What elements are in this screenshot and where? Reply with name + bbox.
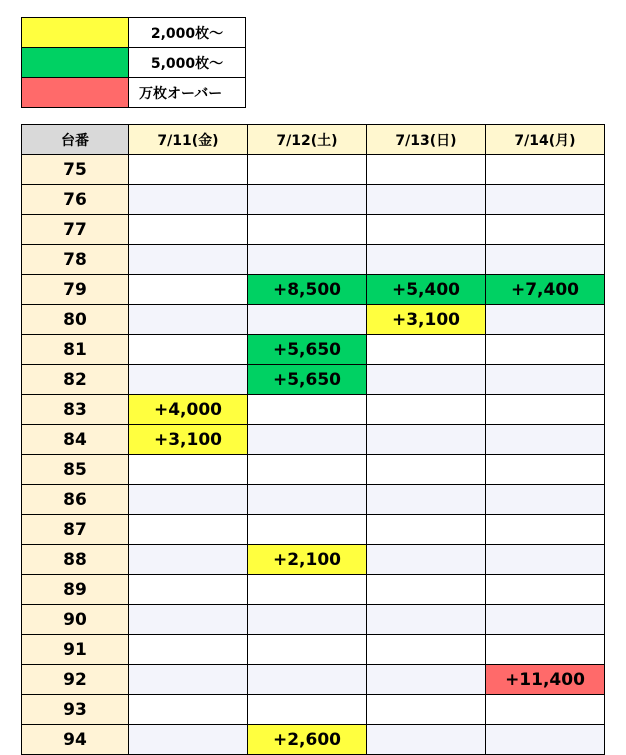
legend-swatch <box>22 48 129 78</box>
result-cell <box>248 155 367 185</box>
legend-label: 2,000枚～ <box>129 18 246 48</box>
result-cell <box>129 485 248 515</box>
result-cell <box>248 575 367 605</box>
result-cell <box>248 425 367 455</box>
day-header: 7/12(土) <box>248 125 367 155</box>
day-header: 7/13(日) <box>367 125 486 155</box>
table-row <box>22 305 605 335</box>
table-row <box>22 335 605 365</box>
result-cell <box>486 725 605 755</box>
table-row <box>22 245 605 275</box>
result-cell: +4,000 <box>129 395 248 425</box>
legend-row <box>22 78 246 108</box>
machine-number: 94 <box>22 725 129 755</box>
results-table <box>21 124 605 755</box>
result-cell <box>367 335 486 365</box>
table-row <box>22 155 605 185</box>
machine-number: 88 <box>22 545 129 575</box>
result-cell <box>129 275 248 305</box>
header-row <box>22 125 605 155</box>
machine-number: 85 <box>22 455 129 485</box>
day-header: 7/14(月) <box>486 125 605 155</box>
result-cell <box>486 425 605 455</box>
machine-number: 91 <box>22 635 129 665</box>
result-cell <box>486 215 605 245</box>
result-cell: +8,500 <box>248 275 367 305</box>
machine-number: 79 <box>22 275 129 305</box>
machine-number: 76 <box>22 185 129 215</box>
legend-swatch <box>22 78 129 108</box>
result-cell <box>129 545 248 575</box>
legend-row <box>22 48 246 78</box>
machine-number: 86 <box>22 485 129 515</box>
machine-number: 84 <box>22 425 129 455</box>
table-row <box>22 605 605 635</box>
result-cell: +7,400 <box>486 275 605 305</box>
legend-table <box>21 17 246 108</box>
result-cell <box>129 335 248 365</box>
result-cell <box>129 575 248 605</box>
result-cell <box>367 635 486 665</box>
result-cell <box>486 485 605 515</box>
day-header: 7/11(金) <box>129 125 248 155</box>
legend-label: 5,000枚～ <box>129 48 246 78</box>
result-cell <box>486 695 605 725</box>
table-row <box>22 455 605 485</box>
result-cell <box>486 395 605 425</box>
table-row <box>22 395 605 425</box>
table-row <box>22 485 605 515</box>
result-cell <box>486 455 605 485</box>
result-cell <box>129 515 248 545</box>
legend-swatch <box>22 18 129 48</box>
result-cell <box>486 305 605 335</box>
machine-number: 81 <box>22 335 129 365</box>
table-row <box>22 695 605 725</box>
result-cell <box>486 335 605 365</box>
result-cell <box>486 515 605 545</box>
result-cell <box>248 395 367 425</box>
table-row <box>22 665 605 695</box>
table-row <box>22 545 605 575</box>
table-row <box>22 365 605 395</box>
result-cell <box>486 185 605 215</box>
result-cell <box>129 245 248 275</box>
table-row <box>22 275 605 305</box>
table-row <box>22 185 605 215</box>
result-cell <box>367 575 486 605</box>
machine-number: 92 <box>22 665 129 695</box>
result-cell <box>486 575 605 605</box>
result-cell: +5,650 <box>248 335 367 365</box>
result-cell <box>129 215 248 245</box>
result-cell <box>486 545 605 575</box>
result-cell <box>129 365 248 395</box>
result-cell <box>248 515 367 545</box>
result-cell <box>248 215 367 245</box>
result-cell <box>367 665 486 695</box>
machine-number: 75 <box>22 155 129 185</box>
machine-number: 80 <box>22 305 129 335</box>
result-cell <box>129 725 248 755</box>
result-cell <box>367 395 486 425</box>
table-row <box>22 725 605 755</box>
result-cell <box>129 185 248 215</box>
result-cell <box>486 365 605 395</box>
result-cell <box>248 665 367 695</box>
result-cell <box>248 605 367 635</box>
result-cell <box>367 185 486 215</box>
result-cell <box>486 245 605 275</box>
result-cell <box>129 305 248 335</box>
result-cell <box>129 665 248 695</box>
result-cell <box>248 635 367 665</box>
result-cell <box>129 605 248 635</box>
result-cell <box>367 695 486 725</box>
table-row <box>22 575 605 605</box>
result-cell <box>367 545 486 575</box>
result-cell <box>129 155 248 185</box>
result-cell: +2,100 <box>248 545 367 575</box>
result-cell: +3,100 <box>367 305 486 335</box>
result-cell <box>248 485 367 515</box>
machine-number: 93 <box>22 695 129 725</box>
result-cell <box>367 605 486 635</box>
result-cell <box>367 725 486 755</box>
machine-number: 90 <box>22 605 129 635</box>
result-cell <box>367 485 486 515</box>
legend-row <box>22 18 246 48</box>
result-cell <box>248 455 367 485</box>
machine-number: 87 <box>22 515 129 545</box>
result-cell <box>486 605 605 635</box>
machine-number: 83 <box>22 395 129 425</box>
result-cell <box>248 245 367 275</box>
legend-label: 万枚オーバー <box>129 78 246 108</box>
result-cell <box>367 365 486 395</box>
result-cell <box>367 515 486 545</box>
result-cell <box>248 695 367 725</box>
result-cell <box>129 455 248 485</box>
result-cell: +5,400 <box>367 275 486 305</box>
result-cell: +2,600 <box>248 725 367 755</box>
result-cell <box>367 215 486 245</box>
table-row <box>22 425 605 455</box>
result-cell <box>367 455 486 485</box>
machine-number: 89 <box>22 575 129 605</box>
result-cell <box>367 155 486 185</box>
machine-number: 78 <box>22 245 129 275</box>
machine-number: 82 <box>22 365 129 395</box>
result-cell: +5,650 <box>248 365 367 395</box>
result-cell <box>248 305 367 335</box>
table-row <box>22 515 605 545</box>
result-cell <box>367 425 486 455</box>
result-cell <box>248 185 367 215</box>
result-cell <box>129 695 248 725</box>
result-cell <box>129 635 248 665</box>
table-row <box>22 635 605 665</box>
machine-number-header: 台番 <box>22 125 129 155</box>
result-cell <box>367 245 486 275</box>
result-cell: +3,100 <box>129 425 248 455</box>
result-cell: +11,400 <box>486 665 605 695</box>
machine-number: 77 <box>22 215 129 245</box>
result-cell <box>486 635 605 665</box>
table-row <box>22 215 605 245</box>
result-cell <box>486 155 605 185</box>
